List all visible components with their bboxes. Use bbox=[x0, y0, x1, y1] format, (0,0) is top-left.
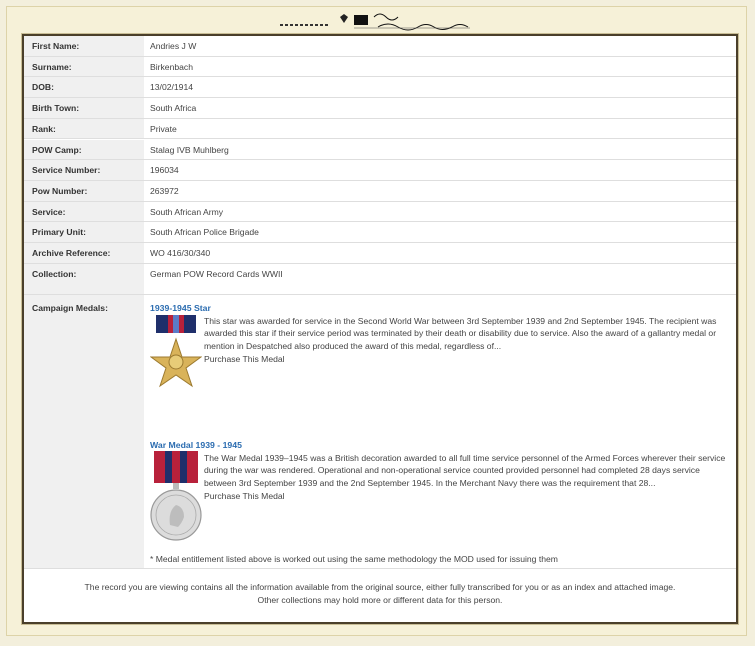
record-row bbox=[24, 222, 736, 243]
medal-image-1939-1945-star bbox=[150, 315, 202, 405]
record-label: Primary Unit: bbox=[24, 222, 144, 242]
record-label: Collection: bbox=[24, 264, 144, 294]
footer-line: Other collections may hold more or different data for this person. bbox=[257, 594, 503, 605]
record-value: WO 416/30/340 bbox=[150, 248, 211, 258]
record-label: Service Number: bbox=[24, 160, 144, 180]
record-value: Birkenbach bbox=[150, 61, 193, 72]
medal-entitlement-note: * Medal entitlement listed above is worked out using the same methodology the MOD used for issuing them bbox=[150, 553, 558, 564]
record-row bbox=[24, 140, 736, 161]
record-row-collection bbox=[24, 264, 736, 295]
record-label: Birth Town: bbox=[24, 98, 144, 118]
medal-image-war-medal bbox=[150, 451, 202, 543]
purchase-medal-link[interactable]: Purchase This Medal bbox=[204, 490, 285, 501]
record-label: First Name: bbox=[24, 36, 144, 56]
record-row bbox=[24, 160, 736, 181]
record-label: Rank: bbox=[24, 119, 144, 139]
medal-title[interactable]: War Medal 1939 - 1945 bbox=[150, 439, 242, 450]
record-value: 263972 bbox=[150, 185, 179, 196]
record-value: Andries J W bbox=[150, 41, 197, 51]
record-label: Archive Reference: bbox=[24, 243, 144, 263]
medal-title[interactable]: 1939-1945 Star bbox=[150, 302, 211, 313]
record-row bbox=[24, 77, 736, 98]
record-row bbox=[24, 181, 736, 202]
record-footer bbox=[24, 568, 736, 622]
record-row bbox=[24, 98, 736, 119]
record-label: Campaign Medals: bbox=[24, 295, 144, 568]
record-row bbox=[24, 57, 736, 78]
record-value: South African Police Brigade bbox=[150, 227, 259, 238]
record-value: 13/02/1914 bbox=[150, 82, 194, 93]
record-row bbox=[24, 36, 736, 57]
record-value: Private bbox=[150, 123, 177, 134]
record-row bbox=[24, 202, 736, 223]
handwritten-card-header-image bbox=[270, 9, 490, 31]
record-row bbox=[24, 119, 736, 140]
record-label: Pow Number: bbox=[24, 181, 144, 201]
medal-description: The War Medal 1939–1945 was a British decoration awarded to all full time service personnel of the Armed Forces wherever their service during the war was rendered. Operational and non-operational service counted provided personnel had completed 28 days service between 3rd September 1939 and the 2nd September 1945. In the Merchant Navy there was the requirement that 28... bbox=[204, 452, 726, 488]
record-label: POW Camp: bbox=[24, 140, 144, 160]
record-row bbox=[24, 243, 736, 264]
record-label: Service: bbox=[24, 202, 144, 222]
record-card bbox=[22, 34, 738, 624]
collection-link[interactable]: German POW Record Cards WWII bbox=[150, 268, 283, 279]
record-value: Stalag IVB Muhlberg bbox=[150, 144, 229, 155]
record-value: South African Army bbox=[150, 206, 224, 217]
medal-description: This star was awarded for service in the Second World War between 3rd September 1939 and 2nd September 1945. The recipient was awarded this star if their service period was terminated by their death or disability due to service. Also the award of a gallantry medal or mention in Despatched also produced the award of this medal, regardless of... bbox=[204, 315, 717, 351]
record-label: DOB: bbox=[24, 77, 144, 97]
record-value: 196034 bbox=[150, 165, 179, 176]
record-label: Surname: bbox=[24, 57, 144, 77]
record-row-campaign-medals bbox=[24, 295, 736, 568]
purchase-medal-link[interactable]: Purchase This Medal bbox=[204, 353, 285, 364]
footer-line: The record you are viewing contains all the information available from the original source, either fully transcribed for you or as an index and attached image. bbox=[84, 582, 676, 592]
record-value: South Africa bbox=[150, 103, 197, 114]
